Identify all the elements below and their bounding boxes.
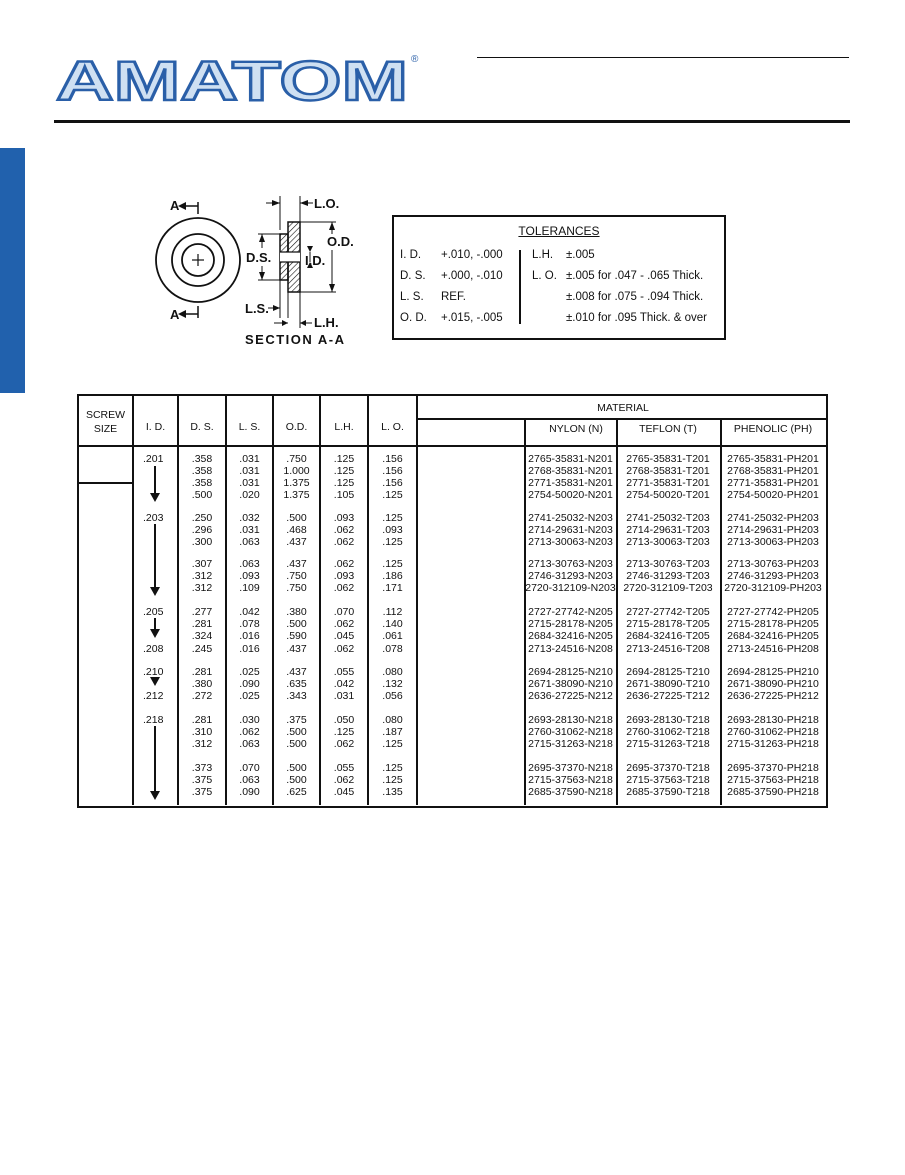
cell-ph: 2714-29631-PH203 [727,524,819,536]
cell-od: .343 [286,690,307,702]
cell-lo: .125 [382,512,403,524]
cell-lh: .093 [333,512,355,524]
cell-ls: .070 [239,762,260,774]
cell-od: .750 [286,570,307,582]
header-teflon: TEFLON (T) [639,423,697,435]
cell-t: 2715-37563-T218 [626,774,710,786]
cell-lh: .062 [333,582,355,594]
cell-ph: 2685-37590-PH218 [727,786,819,798]
cell-t: 2727-27742-T205 [626,606,710,618]
cell-ds: .500 [191,489,213,501]
header-lh: L.H. [334,421,354,433]
side-tab [0,148,25,393]
cell-lo: .156 [382,477,403,489]
cell-ds: .358 [191,453,213,465]
cell-ph: 2713-30763-PH203 [727,558,819,570]
cell-lo: .125 [382,762,403,774]
cell-lo: .056 [382,690,403,702]
header-ls: L. S. [238,421,261,433]
cell-ls: .063 [239,558,260,570]
cell-lh: .070 [333,606,355,618]
cell-lo: .125 [382,536,403,548]
cell-ph: 2713-24516-PH208 [727,643,819,655]
washer-diagram [148,186,368,356]
cell-lo: .093 [382,524,403,536]
cell-n: 2771-35831-N201 [528,477,613,489]
cell-t: 2695-37370-T218 [626,762,710,774]
header-rule [54,120,850,123]
cell-lh: .050 [333,714,355,726]
cell-ds: .277 [191,606,213,618]
cell-od: .590 [286,630,307,642]
tolerance-value: ±.010 for .095 Thick. & over [566,312,707,324]
cell-ds: .281 [191,618,213,630]
cell-t: 2713-24516-T208 [626,643,710,655]
cell-t: 2714-29631-T203 [626,524,710,536]
cell-lo: .080 [382,714,403,726]
lh-label: L.H. [314,315,339,330]
down-arrow-icon [150,618,160,638]
arrow-head [150,587,160,596]
cell-ds: .373 [191,762,213,774]
cell-ls: .063 [239,738,260,750]
id-marker: .203 [143,512,164,524]
cell-lh: .045 [333,786,355,798]
header-od: O.D. [285,421,308,433]
cell-t: 2720-312109-T203 [623,582,713,594]
cell-ph: 2713-30063-PH203 [727,536,819,548]
cell-ls: .062 [239,726,260,738]
cell-ds: .312 [191,582,213,594]
cell-od: .437 [286,536,307,548]
cell-n: 2636-27225-N212 [528,690,613,702]
cell-ls: .031 [239,465,260,477]
cell-lh: .062 [333,738,355,750]
cell-lo: .078 [382,643,403,655]
cell-t: 2768-35831-T201 [626,465,710,477]
amatom-logo [54,52,434,104]
ds-label: D.S. [246,250,272,265]
cell-t: 2715-31263-T218 [626,738,710,750]
cell-lh: .125 [333,453,355,465]
cell-ph: 2765-35831-PH201 [727,453,819,465]
cell-od: .437 [286,666,307,678]
cell-od: .380 [286,606,307,618]
cell-t: 2715-28178-T205 [626,618,710,630]
cell-ds: .272 [191,690,213,702]
cell-od: .750 [286,582,307,594]
arrow-shaft [154,466,156,496]
tolerance-value: +.015, -.005 [441,312,503,324]
cell-od: .437 [286,558,307,570]
cell-t: 2636-27225-T212 [626,690,710,702]
cell-t: 2693-28130-T218 [626,714,710,726]
cell-ds: .312 [191,570,213,582]
cell-od: .437 [286,643,307,655]
cell-ph: 2720-312109-PH203 [724,582,822,594]
cell-t: 2760-31062-T218 [626,726,710,738]
column-divider [524,420,526,447]
tolerance-value: +.000, -.010 [441,270,503,282]
cell-ds: .250 [191,512,213,524]
cell-lo: .187 [382,726,403,738]
tolerance-value: ±.005 for .047 - .065 Thick. [566,270,704,282]
down-arrow-icon [150,466,160,502]
cell-n: 2713-30063-N203 [528,536,613,548]
cell-ls: .090 [239,678,260,690]
cell-ds: .281 [191,666,213,678]
cell-lh: .062 [333,774,355,786]
cell-lh: .105 [333,489,355,501]
cell-lh: .093 [333,570,355,582]
header-thin-rule [477,57,849,58]
material-divider [418,418,828,420]
cell-t: 2713-30763-T203 [626,558,710,570]
cell-od: .750 [286,453,307,465]
tolerance-name: L.H. [532,249,554,261]
cell-ds: .380 [191,678,213,690]
tolerance-name: L. S. [400,291,424,303]
cell-lo: .112 [382,606,403,618]
cell-lo: .171 [382,582,403,594]
cell-ds: .296 [191,524,213,536]
cell-lo: .132 [382,678,403,690]
cell-od: .500 [286,726,307,738]
cell-lh: .031 [333,690,355,702]
cell-ls: .016 [239,643,260,655]
screw-size-rule [79,482,132,484]
a-label-bottom: A [170,307,180,322]
cell-t: 2746-31293-T203 [626,570,710,582]
tolerance-value: +.010, -.000 [441,249,503,261]
cell-t: 2694-28125-T210 [626,666,710,678]
id-label: I.D. [305,253,326,268]
cell-n: 2760-31062-N218 [528,726,613,738]
a-label-top: A [170,198,180,213]
lo-label: L.O. [314,196,340,211]
cell-ds: .358 [191,477,213,489]
cell-ls: .030 [239,714,260,726]
ls-label: L.S. [245,301,269,316]
cell-ls: .032 [239,512,260,524]
id-marker: .212 [143,690,164,702]
header-ds: D. S. [190,421,214,433]
cell-od: 1.375 [283,477,310,489]
cell-t: 2741-25032-T203 [626,512,710,524]
cell-n: 2713-24516-N208 [528,643,613,655]
arrow-shaft [154,524,156,590]
cell-lo: .135 [382,786,403,798]
cell-ph: 2746-31293-PH203 [727,570,819,582]
header-lo: L. O. [381,421,404,433]
cell-ls: .031 [239,524,260,536]
cell-ds: .310 [191,726,213,738]
tolerance-name: I. D. [400,249,422,261]
cell-n: 2684-32416-N205 [528,630,613,642]
cell-ls: .025 [239,666,260,678]
tolerances-divider [519,250,521,324]
cell-n: 2768-35831-N201 [528,465,613,477]
cell-lo: .186 [382,570,403,582]
cell-n: 2671-38090-N210 [528,678,613,690]
cell-ph: 2693-28130-PH218 [727,714,819,726]
cell-lo: .125 [382,489,403,501]
cell-od: .375 [286,714,307,726]
cell-lo: .061 [382,630,403,642]
cell-od: 1.000 [283,465,310,477]
cell-t: 2713-30063-T203 [626,536,710,548]
arrow-shaft [154,726,156,794]
cell-ph: 2684-32416-PH205 [727,630,819,642]
cell-od: 1.375 [283,489,310,501]
cell-lh: .062 [333,536,355,548]
cell-lh: .062 [333,558,355,570]
cell-ds: .245 [191,643,213,655]
id-marker: .218 [143,714,164,726]
cell-lh: .125 [333,465,355,477]
parts-table [77,394,828,808]
cell-lo: .156 [382,453,403,465]
cell-od: .500 [286,774,307,786]
tolerance-value: ±.008 for .075 - .094 Thick. [566,291,704,303]
cell-od: .625 [286,786,307,798]
section-view [280,222,300,292]
cell-ls: .109 [239,582,260,594]
cell-od: .500 [286,738,307,750]
cell-ph: 2768-35831-PH201 [727,465,819,477]
cell-ds: .375 [191,786,213,798]
cell-ph: 2727-27742-PH205 [727,606,819,618]
cell-lh: .055 [333,666,355,678]
arrow-head [150,791,160,800]
tolerance-value: ±.005 [566,249,595,261]
registered-mark: ® [411,54,419,65]
cell-lh: .045 [333,630,355,642]
cell-od: .635 [286,678,307,690]
cell-ds: .358 [191,465,213,477]
id-marker: .210 [143,666,164,678]
id-marker: .201 [143,453,164,465]
header-bottom-rule [79,445,828,447]
cell-lh: .062 [333,618,355,630]
down-arrow-icon [150,726,160,800]
cell-n: 2693-28130-N218 [528,714,613,726]
cell-ph: 2741-25032-PH203 [727,512,819,524]
cell-ph: 2715-37563-PH218 [727,774,819,786]
cell-ph: 2636-27225-PH212 [727,690,819,702]
cell-ls: .016 [239,630,260,642]
cell-n: 2695-37370-N218 [528,762,613,774]
cell-t: 2765-35831-T201 [626,453,710,465]
tolerances-title: TOLERANCES [518,224,600,238]
arrow-head [150,493,160,502]
cell-n: 2715-31263-N218 [528,738,613,750]
cell-ds: .300 [191,536,213,548]
arrow-head [150,629,160,638]
cell-lo: .156 [382,465,403,477]
cell-ls: .031 [239,477,260,489]
cell-t: 2685-37590-T218 [626,786,710,798]
cell-ph: 2771-35831-PH201 [727,477,819,489]
cell-t: 2771-35831-T201 [626,477,710,489]
cell-n: 2741-25032-N203 [528,512,613,524]
section-title: SECTION A-A [245,332,346,347]
cell-n: 2715-37563-N218 [528,774,613,786]
cell-lo: .125 [382,738,403,750]
cell-n: 2714-29631-N203 [528,524,613,536]
cell-ph: 2671-38090-PH210 [727,678,819,690]
arrow-head [150,677,160,686]
cell-n: 2746-31293-N203 [528,570,613,582]
cell-ls: .042 [239,606,260,618]
cell-ph: 2760-31062-PH218 [727,726,819,738]
cell-ph: 2715-28178-PH205 [727,618,819,630]
down-arrow-icon [150,678,160,686]
cell-ls: .063 [239,536,260,548]
cell-lh: .055 [333,762,355,774]
cell-lh: .125 [333,726,355,738]
cell-ph: 2695-37370-PH218 [727,762,819,774]
tolerance-name: O. D. [400,312,427,324]
cell-t: 2671-38090-T210 [626,678,710,690]
cell-lh: .062 [333,524,355,536]
header-phenolic: PHENOLIC (PH) [733,423,813,435]
cell-n: 2720-312109-N203 [525,582,616,594]
cell-ls: .090 [239,786,260,798]
od-label: O.D. [327,234,354,249]
cell-ds: .375 [191,774,213,786]
cell-lo: .125 [382,558,403,570]
cell-ls: .063 [239,774,260,786]
cell-ds: .312 [191,738,213,750]
id-marker: .208 [143,643,164,655]
cell-ds: .324 [191,630,213,642]
header-screw-size: SCREW SIZE [85,409,126,435]
id-marker: .205 [143,606,164,618]
cell-lo: .125 [382,774,403,786]
cell-lh: .042 [333,678,355,690]
cell-t: 2754-50020-T201 [626,489,710,501]
cell-od: .468 [286,524,307,536]
cell-ls: .031 [239,453,260,465]
cell-n: 2754-50020-N201 [528,489,613,501]
tolerances-box [392,215,726,340]
cell-ds: .281 [191,714,213,726]
cell-t: 2684-32416-T205 [626,630,710,642]
cell-n: 2715-28178-N205 [528,618,613,630]
logo-text: AMATOM [56,52,408,104]
tolerance-name: D. S. [400,270,426,282]
cell-od: .500 [286,618,307,630]
cell-n: 2685-37590-N218 [528,786,613,798]
cell-lo: .080 [382,666,403,678]
cell-ls: .093 [239,570,260,582]
header-nylon: NYLON (N) [549,423,603,435]
cell-ph: 2754-50020-PH201 [727,489,819,501]
cell-ls: .025 [239,690,260,702]
cell-lh: .062 [333,643,355,655]
cell-n: 2727-27742-N205 [528,606,613,618]
cell-od: .500 [286,762,307,774]
cell-lo: .140 [382,618,403,630]
header-material: MATERIAL [597,402,649,414]
header-id: I. D. [145,421,166,433]
tolerance-name: L. O. [532,270,557,282]
cell-ls: .020 [239,489,260,501]
cell-n: 2713-30763-N203 [528,558,613,570]
cell-ls: .078 [239,618,260,630]
cell-ph: 2694-28125-PH210 [727,666,819,678]
tolerance-value: REF. [441,291,466,303]
cell-lh: .125 [333,477,355,489]
cell-ds: .307 [191,558,213,570]
cell-ph: 2715-31263-PH218 [727,738,819,750]
cell-n: 2765-35831-N201 [528,453,613,465]
down-arrow-icon [150,524,160,596]
cell-od: .500 [286,512,307,524]
cell-n: 2694-28125-N210 [528,666,613,678]
